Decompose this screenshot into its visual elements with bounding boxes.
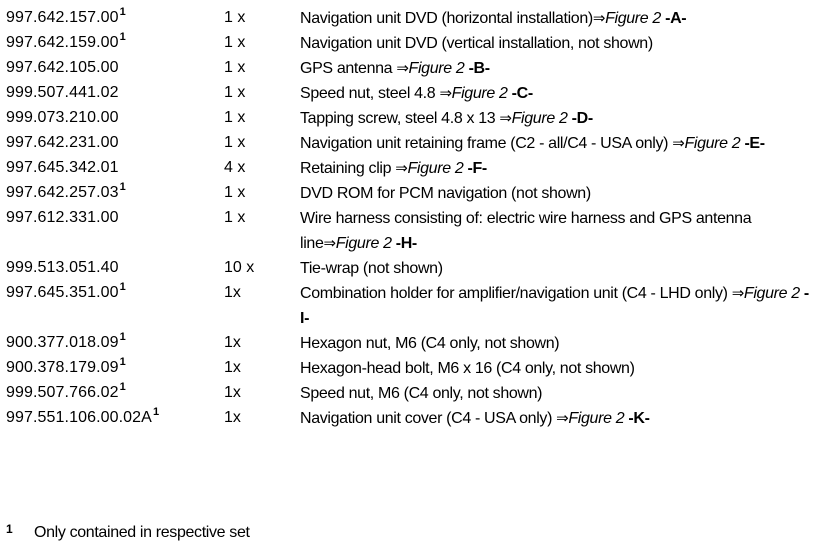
quantity: 1 x — [224, 184, 246, 201]
quantity: 1x — [224, 409, 241, 426]
part-number: 900.377.018.09 — [6, 334, 119, 351]
description-cell — [300, 181, 812, 206]
part-number-cell — [6, 406, 224, 431]
description-cell — [300, 406, 812, 431]
parts-row — [6, 131, 812, 156]
description-cell — [300, 106, 812, 131]
figure-arrow-icon: ⇒ — [672, 135, 685, 152]
part-number-cell — [6, 206, 224, 256]
quantity: 1 x — [224, 109, 246, 126]
description: Combination holder for amplifier/navigation unit (C4 - LHD only) — [300, 285, 732, 302]
parts-row — [6, 406, 812, 431]
figure-letter: -E- — [744, 135, 765, 152]
parts-row — [6, 281, 812, 331]
description: Tie-wrap (not shown) — [300, 260, 443, 277]
description: Wire harness consisting of: electric wire harness and GPS antenna line — [300, 210, 752, 252]
part-number-cell — [6, 31, 224, 56]
figure-reference: Figure 2 — [684, 135, 741, 152]
figure-reference: Figure 2 — [408, 60, 465, 77]
description-cell — [300, 331, 812, 356]
footnote-text: Only contained in respective set — [34, 524, 250, 541]
parts-row — [6, 256, 812, 281]
part-number-cell — [6, 81, 224, 106]
description-cell — [300, 281, 812, 331]
figure-arrow-icon: ⇒ — [731, 285, 744, 302]
figure-reference: Figure 2 — [568, 410, 625, 427]
part-number: 999.507.441.02 — [6, 84, 119, 101]
part-number: 997.642.157.00 — [6, 9, 119, 26]
figure-arrow-icon: ⇒ — [556, 410, 569, 427]
part-number-cell — [6, 56, 224, 81]
figure-letter: -A- — [665, 10, 687, 27]
footnote-ref: 1 — [119, 356, 126, 368]
description: Navigation unit DVD (horizontal installation) — [300, 10, 593, 27]
figure-reference: Figure 2 — [743, 285, 800, 302]
footnote-ref: 1 — [119, 181, 126, 193]
figure-arrow-icon: ⇒ — [439, 85, 452, 102]
quantity: 1 x — [224, 209, 246, 226]
description: Speed nut, M6 (C4 only, not shown) — [300, 385, 543, 402]
description: Hexagon-head bolt, M6 x 16 (C4 only, not shown) — [300, 360, 635, 377]
part-number: 997.642.105.00 — [6, 59, 119, 76]
part-number: 997.551.106.00.02A — [6, 409, 152, 426]
figure-arrow-icon: ⇒ — [499, 110, 512, 127]
figure-letter: -D- — [571, 110, 593, 127]
quantity: 1 x — [224, 84, 246, 101]
description-cell — [300, 356, 812, 381]
part-number-cell — [6, 281, 224, 331]
figure-letter: -F- — [467, 160, 487, 177]
description-cell — [300, 31, 812, 56]
footnote-ref: 1 — [119, 31, 126, 43]
quantity: 1x — [224, 284, 241, 301]
part-number-cell — [6, 381, 224, 406]
quantity: 4 x — [224, 159, 246, 176]
quantity: 1x — [224, 384, 241, 401]
description: Retaining clip — [300, 160, 396, 177]
quantity: 1 x — [224, 134, 246, 151]
part-number-cell — [6, 106, 224, 131]
figure-reference: Figure 2 — [511, 110, 568, 127]
parts-row — [6, 356, 812, 381]
description: Navigation unit retaining frame (C2 - all/C4 - USA only) — [300, 135, 673, 152]
part-number-cell — [6, 6, 224, 31]
part-number-cell — [6, 331, 224, 356]
footnote-mark: 1 — [6, 522, 13, 536]
part-number: 999.507.766.02 — [6, 384, 119, 401]
description: Hexagon nut, M6 (C4 only, not shown) — [300, 335, 560, 352]
description: Navigation unit DVD (vertical installation, not shown) — [300, 35, 653, 52]
description-cell — [300, 256, 812, 281]
figure-reference: Figure 2 — [335, 235, 392, 252]
parts-row — [6, 31, 812, 56]
footnote-ref: 1 — [119, 6, 126, 18]
quantity: 1 x — [224, 34, 246, 51]
quantity: 1x — [224, 334, 241, 351]
part-number: 997.642.159.00 — [6, 34, 119, 51]
figure-letter: -I- — [300, 285, 809, 327]
parts-row — [6, 206, 812, 256]
part-number: 999.073.210.00 — [6, 109, 119, 126]
part-number-cell — [6, 156, 224, 181]
description-cell — [300, 6, 812, 31]
part-number: 999.513.051.40 — [6, 259, 119, 276]
quantity: 10 x — [224, 259, 255, 276]
parts-row — [6, 106, 812, 131]
parts-row — [6, 6, 812, 31]
description: Navigation unit cover (C4 - USA only) — [300, 410, 557, 427]
quantity: 1 x — [224, 9, 246, 26]
figure-reference: Figure 2 — [451, 85, 508, 102]
parts-row — [6, 81, 812, 106]
description: GPS antenna — [300, 60, 397, 77]
description-cell — [300, 81, 812, 106]
description-cell — [300, 381, 812, 406]
figure-letter: -B- — [468, 60, 490, 77]
figure-letter: -K- — [628, 410, 650, 427]
parts-row — [6, 381, 812, 406]
part-number: 997.645.342.01 — [6, 159, 119, 176]
figure-arrow-icon: ⇒ — [323, 235, 336, 252]
figure-letter: -H- — [395, 235, 417, 252]
description: Speed nut, steel 4.8 — [300, 85, 440, 102]
description: DVD ROM for PCM navigation (not shown) — [300, 185, 591, 202]
description-cell — [300, 56, 812, 81]
part-number-cell — [6, 131, 224, 156]
description-cell — [300, 206, 812, 256]
parts-row — [6, 156, 812, 181]
description-cell — [300, 131, 812, 156]
figure-arrow-icon: ⇒ — [395, 160, 408, 177]
figure-reference: Figure 2 — [605, 10, 661, 27]
footnote-ref: 1 — [119, 331, 126, 343]
part-number-cell — [6, 181, 224, 206]
parts-row — [6, 181, 812, 206]
part-number: 997.645.351.00 — [6, 284, 119, 301]
parts-list-body — [6, 6, 812, 431]
figure-letter: -C- — [511, 85, 533, 102]
description: Tapping screw, steel 4.8 x 13 — [300, 110, 500, 127]
quantity: 1 x — [224, 59, 246, 76]
part-number: 900.378.179.09 — [6, 359, 119, 376]
footnote-ref: 1 — [119, 281, 126, 293]
part-number: 997.642.231.00 — [6, 134, 119, 151]
parts-row — [6, 331, 812, 356]
footnote-ref: 1 — [119, 381, 126, 393]
figure-reference: Figure 2 — [407, 160, 464, 177]
part-number-cell — [6, 256, 224, 281]
part-number-cell — [6, 356, 224, 381]
figure-arrow-icon: ⇒ — [396, 60, 409, 77]
footnote — [6, 518, 250, 544]
description-cell — [300, 156, 812, 181]
footnote-ref: 1 — [152, 406, 160, 418]
quantity: 1x — [224, 359, 241, 376]
parts-list-table — [6, 6, 812, 431]
part-number: 997.642.257.03 — [6, 184, 119, 201]
parts-row — [6, 56, 812, 81]
part-number: 997.612.331.00 — [6, 209, 119, 226]
figure-arrow-icon: ⇒ — [592, 10, 606, 27]
